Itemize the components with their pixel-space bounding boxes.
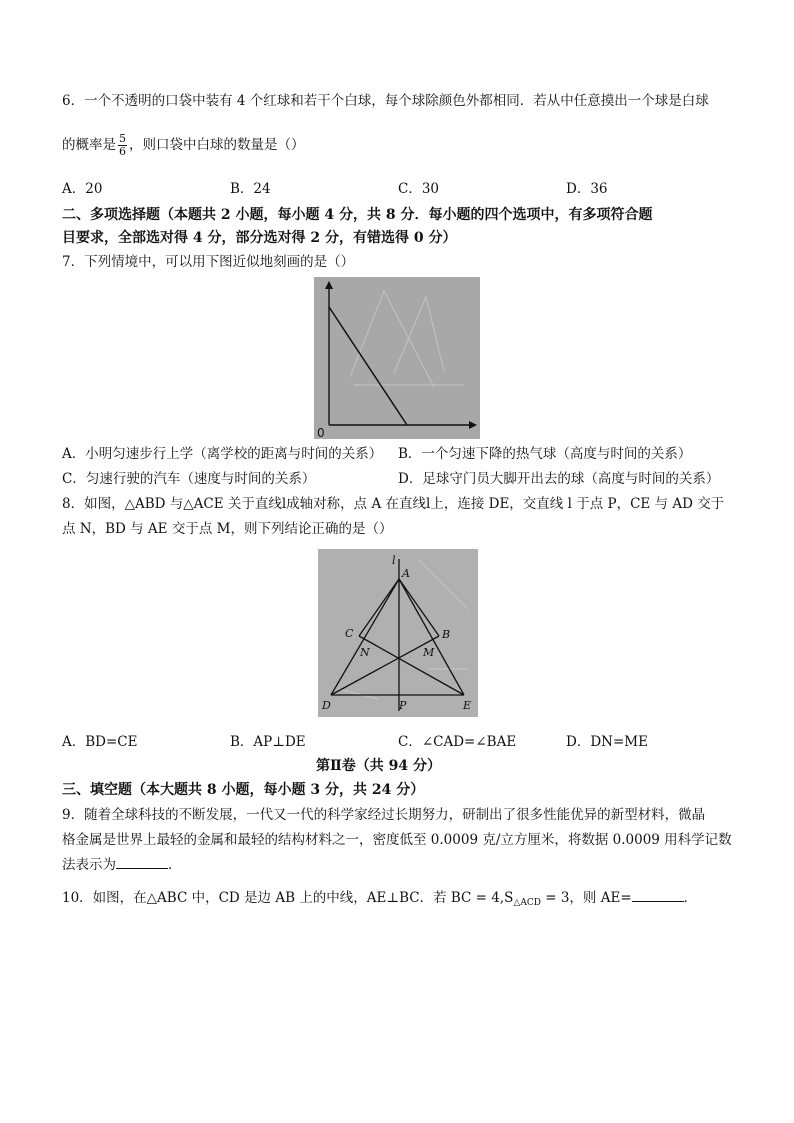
- q9-line3-end: ．: [168, 857, 182, 873]
- q10-subscript: △ACD: [513, 898, 541, 908]
- q9-line3: [62, 856, 182, 874]
- section2-heading-line2: 目要求，全部选对得 4 分，部分选对得 2 分，有错选得 0 分）: [62, 230, 457, 246]
- label-e: E: [463, 699, 472, 712]
- section3-heading: 三、填空题（本大题共 8 小题，每小题 3 分，共 24 分）: [62, 782, 425, 798]
- q6-line1: 6．一个不透明的口袋中装有 4 个红球和若干个白球，每个球除颜色外都相同．若从中任意摸出一个球是白球: [62, 93, 709, 109]
- q9-line2: 格金属是世界上最轻的金属和最轻的结构材料之一，密度低至 0.0009 克/立方厘米，将数据 0.0009 用科学记数: [62, 832, 732, 848]
- q7-graph-figure: [314, 277, 480, 439]
- q8-option-d: D．DN=ME: [566, 734, 648, 750]
- q6-frac-den: 6: [119, 145, 126, 158]
- section2-heading-line1: 二、多项选择题（本题共 2 小题，每小题 4 分，共 8 分．每小题的四个选项中，有多项符合题: [62, 207, 653, 223]
- q6-option-a: A．20: [62, 181, 103, 197]
- q8-geometry-svg: [318, 549, 478, 717]
- q10-text-pre: 10．如图，在△ABC 中，CD 是边 AB 上的中线，AE⊥BC．若 BC = 4,S: [62, 890, 514, 906]
- q8-geometry-figure: [318, 549, 478, 717]
- q6-option-c: C．30: [398, 181, 440, 197]
- q8-line1: 8．如图，△ABD 与△ACE 关于直线l成轴对称，点 A 在直线l上，连接 DE，交直线 l 于点 P，CE 与 AD 交于: [62, 496, 725, 512]
- q10-text-mid: = 3，则 AE=: [540, 890, 632, 906]
- part2-title: 第Ⅱ卷（共 94 分）: [316, 758, 442, 774]
- label-n: N: [360, 646, 370, 659]
- q7-option-c: C．匀速行驶的汽车（速度与时间的关系）: [62, 471, 316, 487]
- q10-text-end: ．: [683, 890, 698, 906]
- q8-option-b: B．AP⊥DE: [230, 734, 306, 750]
- q10-line: [62, 889, 697, 912]
- label-p: P: [399, 699, 407, 712]
- label-a: A: [402, 567, 410, 580]
- q7-stem: 7．下列情境中，可以用下图近似地刻画的是（）: [62, 254, 355, 270]
- q9-answer-blank[interactable]: [116, 856, 168, 869]
- label-b: B: [442, 628, 451, 641]
- q8-line2: 点 N，BD 与 AE 交于点 M，则下列结论正确的是（）: [62, 521, 393, 537]
- q6-line2-pre: 的概率是: [62, 137, 116, 153]
- q8-option-a: A．BD=CE: [62, 734, 138, 750]
- origin-label: 0: [317, 426, 325, 439]
- q6-option-b: B．24: [230, 181, 271, 197]
- q9-line3-text: 法表示为: [62, 857, 116, 873]
- q10-answer-blank[interactable]: [632, 889, 684, 902]
- q6-fraction: [118, 133, 127, 158]
- label-d: D: [322, 699, 331, 712]
- label-c: C: [345, 627, 354, 640]
- q7-option-a: A．小明匀速步行上学（离学校的距离与时间的关系）: [62, 446, 383, 462]
- label-l: l: [392, 554, 396, 567]
- q6-line2-post: ，则口袋中白球的数量是（）: [129, 137, 305, 153]
- q7-option-b: B．一个匀速下降的热气球（高度与时间的关系）: [398, 446, 692, 462]
- q9-line1: 9．随着全球科技的不断发展，一代又一代的科学家经过长期努力，研制出了很多性能优异的新型材料，微晶: [62, 807, 706, 823]
- q7-graph-svg: [314, 277, 480, 439]
- q8-option-c: C．∠CAD=∠BAE: [398, 734, 517, 750]
- label-m: M: [423, 646, 435, 659]
- q7-option-d: D．足球守门员大脚开出去的球（高度与时间的关系）: [398, 471, 720, 487]
- q6-frac-num: 5: [119, 132, 126, 145]
- q6-line2: [62, 133, 305, 158]
- q6-option-d: D．36: [566, 181, 608, 197]
